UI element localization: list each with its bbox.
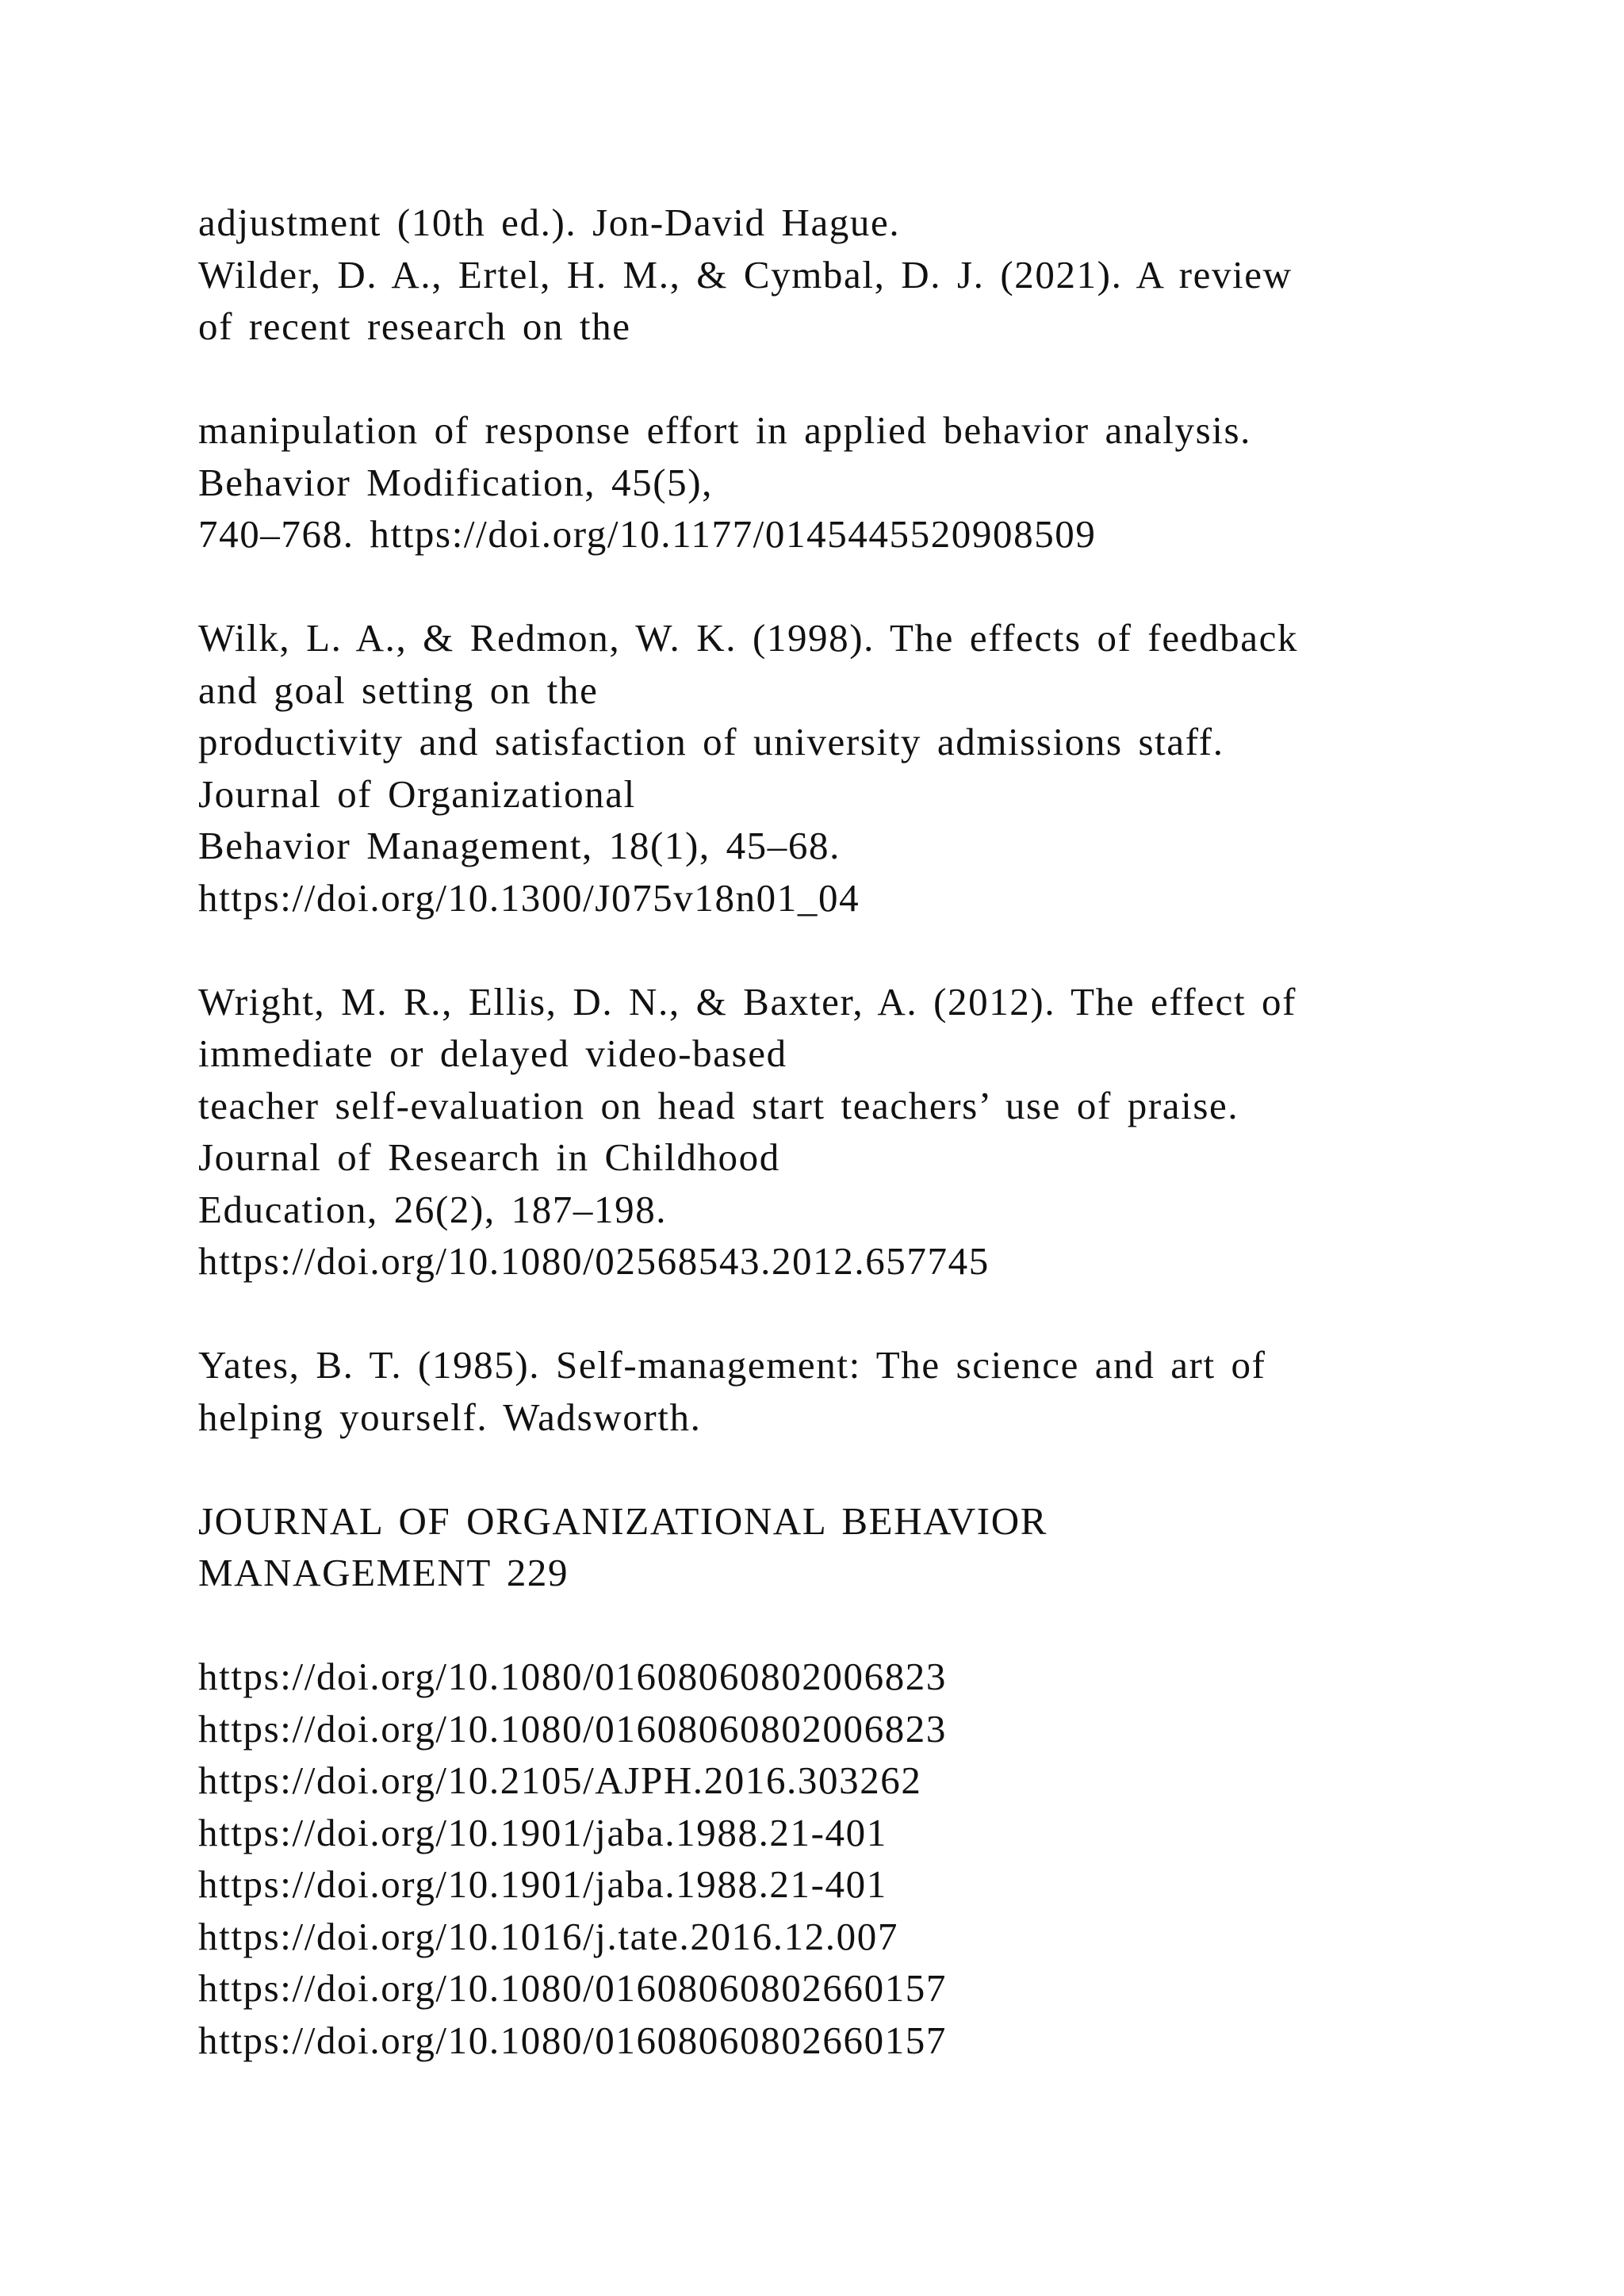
text-line: helping yourself. Wadsworth. [198,1395,702,1439]
blank-line [198,353,1435,405]
reference-list [198,197,1435,2066]
text-line: 740–768. https://doi.org/10.1177/0145445520908509 [198,512,1097,556]
blank-line [198,1288,1435,1340]
text-line: Journal of Organizational [198,771,636,816]
text-line: https://doi.org/10.1080/02568543.2012.657745 [198,1239,990,1283]
text-line: Journal of Research in Childhood [198,1135,780,1179]
text-line: manipulation of response effort in applied behavior analysis. [198,408,1251,452]
doi-link: https://doi.org/10.1901/jaba.1988.21-401 [198,1862,887,1906]
doi-link: https://doi.org/10.1016/j.tate.2016.12.007 [198,1914,898,1958]
text-line: productivity and satisfaction of university admissions staff. [198,720,1224,763]
blank-line [198,1599,1435,1651]
blank-line [198,561,1435,613]
running-footer: JOURNAL OF ORGANIZATIONAL BEHAVIOR [198,1498,1048,1543]
doi-link: https://doi.org/10.1080/01608060802660157 [198,1966,948,2010]
doi-link: https://doi.org/10.2105/AJPH.2016.303262 [198,1758,922,1802]
text-line: Wilk, L. A., & Redmon, W. K. (1998). The effects of feedback [198,616,1299,660]
text-line: Wright, M. R., Ellis, D. N., & Baxter, A. (2012). The effect of [198,979,1297,1024]
text-line: Education, 26(2), 187–198. [198,1187,668,1231]
text-line: and goal setting on the [198,668,599,712]
running-footer-page: MANAGEMENT 229 [198,1551,569,1594]
doi-link: https://doi.org/10.1901/jaba.1988.21-401 [198,1810,887,1854]
blank-line [198,1443,1435,1495]
text-line: teacher self-evaluation on head start teachers’ use of praise. [198,1083,1239,1127]
text-line: Behavior Modification, 45(5), [198,460,713,504]
text-line: immediate or delayed video-based [198,1031,787,1075]
text-line: Behavior Management, 18(1), 45–68. [198,824,841,867]
text-line: Wilder, D. A., Ertel, H. M., & Cymbal, D. J. (2021). A review [198,252,1293,297]
doi-link: https://doi.org/10.1080/01608060802006823 [198,1706,948,1751]
text-line: adjustment (10th ed.). Jon-David Hague. [198,201,901,244]
doi-link: https://doi.org/10.1080/01608060802006823 [198,1655,948,1698]
text-line: of recent research on the [198,304,631,348]
text-line: Yates, B. T. (1985). Self-management: The science and art of [198,1343,1266,1387]
doi-link: https://doi.org/10.1080/01608060802660157 [198,2018,948,2062]
blank-line [198,924,1435,976]
text-line: https://doi.org/10.1300/J075v18n01_04 [198,875,860,920]
